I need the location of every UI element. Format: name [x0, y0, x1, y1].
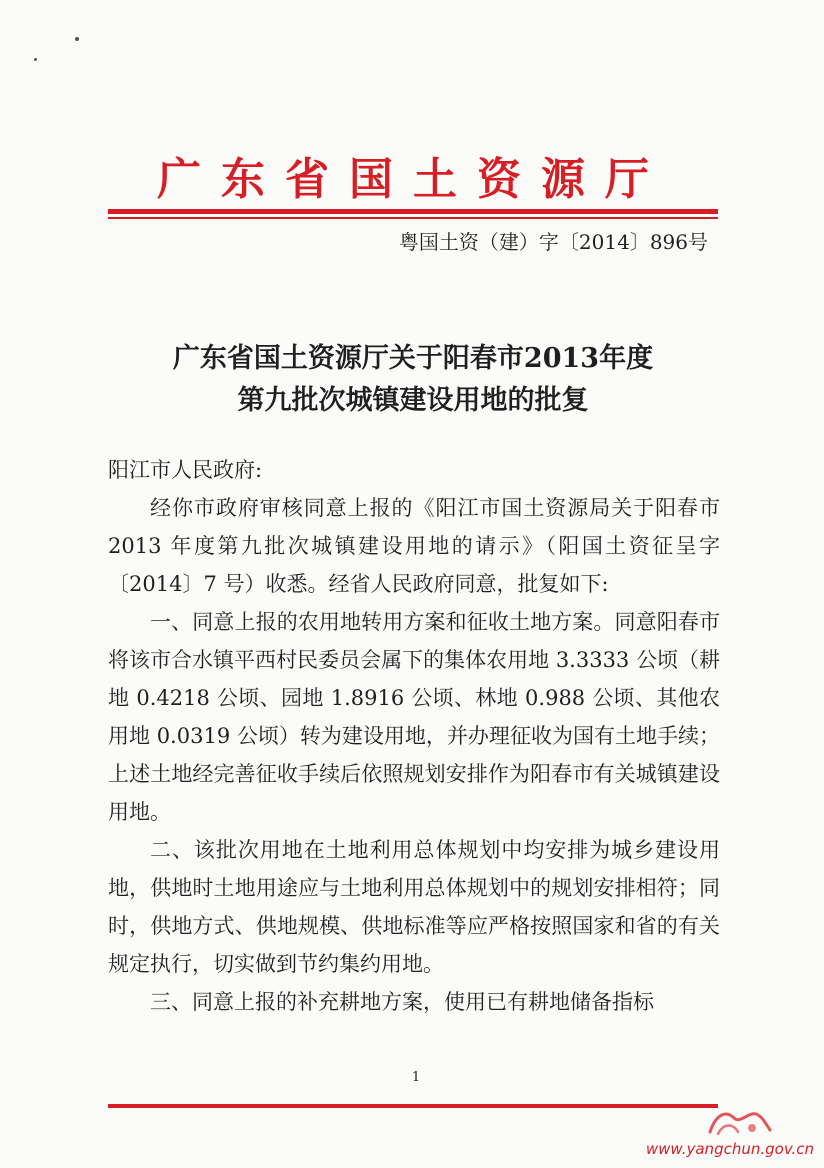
document-title — [108, 338, 718, 422]
document-number: 粤国土资（建）字〔2014〕896号 — [398, 230, 708, 254]
scan-speck — [34, 58, 37, 61]
document-title-line-2: 第九批次城镇建设用地的批复 — [237, 385, 589, 416]
red-footer-rule — [108, 1104, 718, 1108]
salutation: 阳江市人民政府: — [108, 458, 263, 482]
issuing-department-header: 广东省国土资源厅 — [157, 154, 669, 205]
body-paragraph: 二、该批次用地在土地利用总体规划中均安排为城乡建设用地，供地时土地用途应与土地利用总体规划中的规划安排相符；同时，供地方式、供地规模、供地标准等应严格按照国家和省的有关规定执行，切实做到节约集约用地。 — [108, 838, 720, 976]
body-paragraph: 一、同意上报的农用地转用方案和征收土地方案。同意阳春市将该市合水镇平西村民委员会属下的集体农用地 3.3333 公顷（耕地 0.4218 公顷、园地 1.8916 公顷、林地 0.988 公顷、其他农用地 0.0319 公顷）转为建设用地，并办理征收为国有土地手续；上述土地经完善征收手续后依照规划安排作为阳春市有关城镇建设用地。 — [108, 610, 720, 824]
watermark-logo-icon — [704, 1104, 774, 1138]
red-header-rule-thin — [108, 217, 718, 219]
site-watermark — [645, 1104, 814, 1158]
red-header-rule-thick — [108, 209, 718, 214]
page-number: 1 — [411, 1070, 421, 1085]
scan-speck — [75, 37, 79, 41]
watermark-site-url: www.yangchun.gov.cn — [645, 1140, 814, 1158]
body-paragraph: 三、同意上报的补充耕地方案，使用已有耕地储备指标 — [150, 990, 654, 1014]
document-body — [108, 451, 720, 1021]
body-paragraph: 经你市政府审核同意上报的《阳江市国土资源局关于阳春市 2013 年度第九批次城镇建设用地的请示》（阳国土资征呈字〔2014〕7 号）收悉。经省人民政府同意，批复如下: — [108, 496, 720, 596]
document-title-line-1: 广东省国土资源厅关于阳春市2013年度 — [172, 343, 654, 374]
